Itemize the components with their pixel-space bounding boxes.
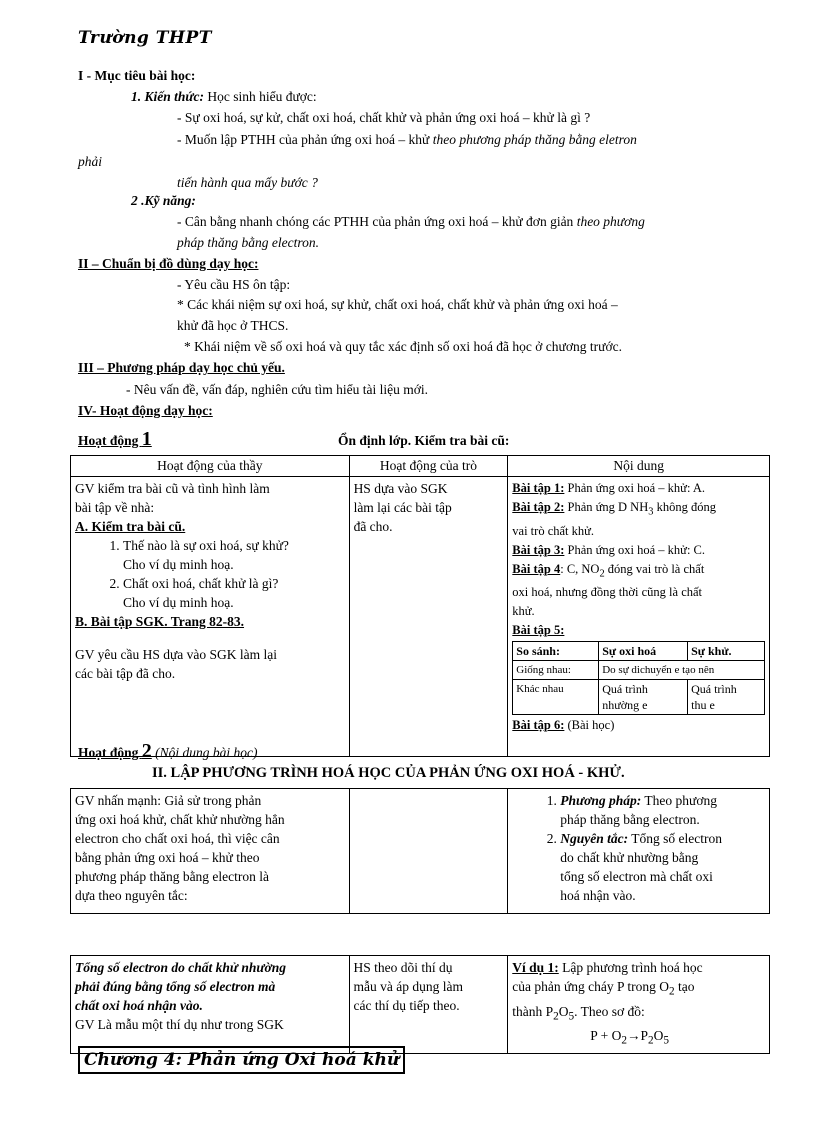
knowledge-item-2: - Muốn lập PTHH của phản ứng oxi hoá – khử theo phương pháp thăng bằng eletron: [177, 132, 637, 147]
reaction-scheme: $P + O_2\to P_2O_5$: [590, 1028, 670, 1048]
teacher-cell-2: GV nhấn mạnh: Giả sử trong phản ứng oxi hoá khử, chất khử nhường hẳn electron cho chất oxi hoá, thì việc cân bằng phản ứng oxi hoá – khử theo phương pháp thăng bằng electron là dựa theo nguyên tắc:: [71, 789, 350, 914]
teacher-cell-3: Tổng số electron do chất khử nhường phải đúng bằng tổng số electron mà chất oxi hoá nhận vào. GV Là mẫu một thí dụ như trong SGK: [71, 956, 350, 1054]
student-cell: HS dựa vào SGK làm lại các bài tập đã cho.: [349, 477, 508, 757]
knowledge-item-1: - Sự oxi hoá, sự kử, chất oxi hoá, chất khử và phản ứng oxi hoá – khử là gì ?: [177, 110, 591, 125]
activity-2-heading: Hoạt động 2 (Nội dung bài học): [78, 740, 258, 762]
col-student: Hoạt động của trò: [349, 456, 508, 477]
student-cell-3: HS theo dõi thí dụ mẫu và áp dụng làm các thí dụ tiếp theo.: [349, 956, 508, 1054]
arrow-icon: →: [627, 1028, 641, 1044]
skill-label: 2 .Kỹ năng:: [131, 193, 196, 208]
section-1-title: I - Mục tiêu bài học:: [78, 68, 196, 83]
teacher-cell: GV kiểm tra bài cũ và tình hình làm bài tập về nhà: A. Kiểm tra bài cũ. 1. Thế nào là sự oxi hoá, sự khử? Cho ví dụ minh hoạ. 2. Chất oxi hoá, chất khử là gì? Cho ví dụ minh hoạ. B. Bài tập SGK. Trang 82-83. GV yêu cầu HS dựa vào SGK làm lại các bài tập đã cho.: [71, 477, 350, 757]
prep-item-3: khử đã học ở THCS.: [177, 318, 289, 333]
prep-item-4: * Khái niệm về số oxi hoá và quy tắc xác định số oxi hoá đã học ở chương trước.: [184, 339, 622, 354]
section-4-title: IV- Hoạt động dạy học:: [78, 403, 213, 418]
activity-2-table: [70, 788, 770, 914]
knowledge-line: 1. Kiến thức: Học sinh hiểu được:: [131, 89, 317, 104]
content-cell-2: 1. Phương pháp: Theo phương pháp thăng bằng electron. 2. Nguyên tắc: Tổng số electron do chất khử nhường bằng tổng số electron mà chất oxi hoá nhận vào.: [508, 789, 770, 914]
prep-item-1: - Yêu cầu HS ôn tập:: [177, 277, 291, 292]
col-content: Nội dung: [508, 456, 770, 477]
section-2-title: II – Chuẩn bị đồ dùng dạy học:: [78, 256, 259, 271]
section-3-title: III – Phương pháp dạy học chủ yếu.: [78, 360, 285, 375]
activity-1-heading: Hoạt động 1: [78, 428, 152, 450]
skill-item: - Cân bằng nhanh chóng các PTHH của phản ứng oxi hoá – khử đơn giản theo phương: [177, 214, 645, 229]
activity-1-title: Ổn định lớp. Kiểm tra bài cũ:: [338, 433, 510, 448]
method-item: - Nêu vấn đề, vấn đáp, nghiên cứu tìm hiểu tài liệu mới.: [126, 382, 429, 397]
activity-2-title: II. LẬP PHƯƠNG TRÌNH HOÁ HỌC CỦA PHẢN ỨNG OXI HOÁ - KHỬ.: [152, 765, 625, 781]
chapter-footer: Chương 4: Phản ứng Oxi hoá khử: [78, 1046, 405, 1074]
content-cell-3: Ví dụ 1: Lập phương trình hoá học của phản ứng cháy P trong $O_2$ tạo thành $P_2O_5$. Theo sơ đồ: $P + O_2\to P_2O_5$: [508, 956, 770, 1054]
activity-2-table-cont: [70, 955, 770, 1054]
student-cell-2: [349, 789, 508, 914]
col-teacher: Hoạt động của thầy: [71, 456, 350, 477]
skill-item-cont: pháp thăng bằng electron.: [177, 235, 319, 250]
content-cell: Bài tập 1: Phản ứng oxi hoá – khử: A. Bài tập 2: Phản ứng D $NH_3$ không đóng vai trò chất khử. Bài tập 3: Phản ứng oxi hoá – khử: C. Bài tập 4: C, $NO_2$ đóng vai trò là chất oxi hoá, nhưng đồng thời cũng là chất khử. Bài tập 5: So sánh: Sự oxi hoá Sự khử. Giống nhau: Do sự dichuyển e tạo nên Khác nhau Quá trình nhường e Quá trình thu e Bài tập 6: (Bài học): [508, 477, 770, 757]
comparison-table: So sánh: Sự oxi hoá Sự khử. Giống nhau: Do sự dichuyển e tạo nên Khác nhau Quá trình nhường e Quá trình thu e: [512, 641, 765, 715]
prep-item-2: * Các khái niệm sự oxi hoá, sự khử, chất oxi hoá, chất khử và phản ứng oxi hoá –: [177, 297, 618, 312]
school-header: Trường THPT: [78, 28, 212, 48]
activity-1-table: [70, 455, 770, 757]
knowledge-item-2-cont: phải: [78, 154, 103, 169]
knowledge-item-2-end: tiến hành qua mấy bước ?: [177, 175, 318, 190]
